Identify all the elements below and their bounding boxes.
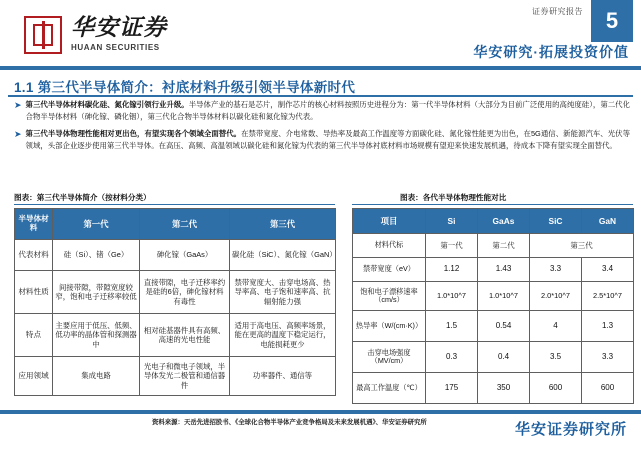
page-number-badge: 5 bbox=[591, 0, 633, 42]
table-cell: 禁带宽度大、击穿电场高、热导率高、电子饱和速率高、抗辐射能力强 bbox=[230, 271, 336, 314]
table-row bbox=[353, 311, 634, 342]
list-item bbox=[14, 99, 630, 123]
table-cell: 砷化镓（GaAs） bbox=[140, 240, 230, 271]
column-header: GaN bbox=[582, 209, 634, 234]
bullet-text bbox=[26, 99, 630, 123]
row-label: 热导率（W/(cm·K)） bbox=[353, 311, 426, 342]
row-label: 最高工作温度（℃） bbox=[353, 373, 426, 404]
bullet-lead: 第三代半导体材料碳化硅、氮化镓引领行业升级。 bbox=[25, 100, 189, 109]
bullet-body-text: 在禁带宽度、介电常数、导热率及最高工作温度等方面碳化硅、氮化镓性能更为出色，在5G通信、新能源汽车、光伏等领域，头部企业逐步使用第三代半导体。在高压、高频、高温领域以碳化硅和氮化镓为代表的第三代半导体衬底材料市场规模有望迎来快速发展机遇，待成本下降有望实现全面替代。 bbox=[25, 128, 630, 150]
company-logo bbox=[24, 16, 167, 54]
logo-text-block bbox=[71, 16, 167, 52]
source-note: 资料来源：天岳先进招股书、《全球化合物半导体产业竞争格局及未来发展机遇》、华安证券研究所 bbox=[152, 419, 427, 426]
row-label: 材料代标 bbox=[353, 234, 426, 258]
header-divider bbox=[0, 66, 641, 70]
column-header: 第二代 bbox=[140, 209, 230, 240]
row-label: 饱和电子漂移速率（cm/s） bbox=[353, 282, 426, 311]
row-label: 代表材料 bbox=[15, 240, 53, 271]
column-header: 半导体材料 bbox=[15, 209, 53, 240]
bullet-arrow-icon: ➤ bbox=[14, 128, 22, 139]
bullet-arrow-icon: ➤ bbox=[14, 100, 22, 110]
footer-divider bbox=[0, 410, 641, 414]
bullet-body-text: 半导体产业的基石是芯片，制作芯片的核心材料按照历史进程分为：第一代半导体材料（大部分为目前广泛使用的高纯度硅），第二代化合物半导体材料（砷化镓、磷化铟），第三代化合物半导体材料以碳化硅和氮化镓为代表。 bbox=[25, 100, 630, 121]
table-cell: 4 bbox=[530, 311, 582, 342]
table-cell: 3.5 bbox=[530, 342, 582, 373]
table-row bbox=[15, 314, 336, 357]
logo-chinese-name: 华安证券 bbox=[71, 15, 167, 40]
table-cell: 0.54 bbox=[478, 311, 530, 342]
table-cell: 3.4 bbox=[582, 258, 634, 282]
right-caption-divider bbox=[352, 204, 633, 205]
page-title: 1.1 第三代半导体简介：衬底材料升级引领半导体新时代 bbox=[14, 80, 356, 95]
table-cell: 600 bbox=[530, 373, 582, 404]
semiconductor-intro-table bbox=[14, 208, 336, 396]
table-cell: 1.3 bbox=[582, 311, 634, 342]
list-item bbox=[14, 128, 630, 152]
table-cell: 主要应用于低压、低频、低功率的晶体管和探测器中 bbox=[53, 314, 140, 357]
row-label: 禁带宽度（eV） bbox=[353, 258, 426, 282]
table-row bbox=[353, 282, 634, 311]
column-header: SiC bbox=[530, 209, 582, 234]
left-caption-divider bbox=[14, 204, 335, 205]
table-row bbox=[15, 271, 336, 314]
table-cell: 适用于高电压、高频率场景，能在更高的温度下稳定运行，电能损耗更少 bbox=[230, 314, 336, 357]
physical-properties-table bbox=[352, 208, 634, 404]
table-cell: 第一代 bbox=[426, 234, 478, 258]
row-label: 应用领域 bbox=[15, 357, 53, 396]
column-header: Si bbox=[426, 209, 478, 234]
logo-english-name: HUAAN SECURITIES bbox=[71, 43, 160, 52]
table-cell: 1.5 bbox=[426, 311, 478, 342]
bullet-lead: 第三代半导体物理性能相对更出色，有望实现各个领域全面替代。 bbox=[25, 128, 242, 138]
table-cell: 1.0*10^7 bbox=[426, 282, 478, 311]
row-label: 特点 bbox=[15, 314, 53, 357]
table-cell: 0.4 bbox=[478, 342, 530, 373]
table-cell: 3.3 bbox=[582, 342, 634, 373]
table-cell: 间接带隙，带隙宽度较窄，饱和电子迁移率较低 bbox=[53, 271, 140, 314]
header-slogan: 华安研究·拓展投资价值 bbox=[473, 44, 629, 60]
bullet-list bbox=[14, 99, 630, 157]
table-row bbox=[353, 342, 634, 373]
table-header-row bbox=[15, 209, 336, 240]
table-row bbox=[353, 258, 634, 282]
table-cell: 光电子和微电子领域，半导体发光二极管和通信器件 bbox=[140, 357, 230, 396]
table-cell: 1.0*10^7 bbox=[478, 282, 530, 311]
table-cell: 2.0*10^7 bbox=[530, 282, 582, 311]
column-header: GaAs bbox=[478, 209, 530, 234]
footer-logo: 华安证券研究所 bbox=[514, 421, 627, 438]
column-header: 第一代 bbox=[53, 209, 140, 240]
table-row bbox=[15, 357, 336, 396]
column-header: 第三代 bbox=[230, 209, 336, 240]
table-cell: 175 bbox=[426, 373, 478, 404]
table-cell: 第三代 bbox=[530, 234, 634, 258]
bullet-text bbox=[26, 128, 630, 152]
report-type-label: 证券研究报告 bbox=[532, 7, 583, 16]
column-header: 项目 bbox=[353, 209, 426, 234]
table-row bbox=[353, 373, 634, 404]
huaan-logo-icon bbox=[24, 16, 62, 54]
table-cell: 1.43 bbox=[478, 258, 530, 282]
table-cell: 3.3 bbox=[530, 258, 582, 282]
title-divider bbox=[8, 95, 633, 97]
table-row bbox=[353, 234, 634, 258]
table-cell: 350 bbox=[478, 373, 530, 404]
table-cell: 碳化硅（SiC）、氮化镓（GaN） bbox=[230, 240, 336, 271]
table-cell: 0.3 bbox=[426, 342, 478, 373]
left-table-caption: 图表：第三代半导体简介（按材料分类） bbox=[14, 193, 151, 202]
table-cell: 第二代 bbox=[478, 234, 530, 258]
row-label: 击穿电场强度（MV/cm） bbox=[353, 342, 426, 373]
table-header-row bbox=[353, 209, 634, 234]
table-cell: 直接带隙，电子迁移率约是硅的6倍，砷化镓材料有毒性 bbox=[140, 271, 230, 314]
table-row bbox=[15, 240, 336, 271]
table-cell: 功率器件、通信等 bbox=[230, 357, 336, 396]
table-cell: 1.12 bbox=[426, 258, 478, 282]
slide-header bbox=[0, 0, 641, 68]
right-table-caption: 图表：各代半导体物理性能对比 bbox=[400, 193, 507, 202]
table-cell: 2.5*10^7 bbox=[582, 282, 634, 311]
table-cell: 相对硅基器件具有高频、高速的光电性能 bbox=[140, 314, 230, 357]
table-cell: 集成电路 bbox=[53, 357, 140, 396]
table-cell: 600 bbox=[582, 373, 634, 404]
table-cell: 硅（Si）、锗（Ge） bbox=[53, 240, 140, 271]
row-label: 材料性质 bbox=[15, 271, 53, 314]
